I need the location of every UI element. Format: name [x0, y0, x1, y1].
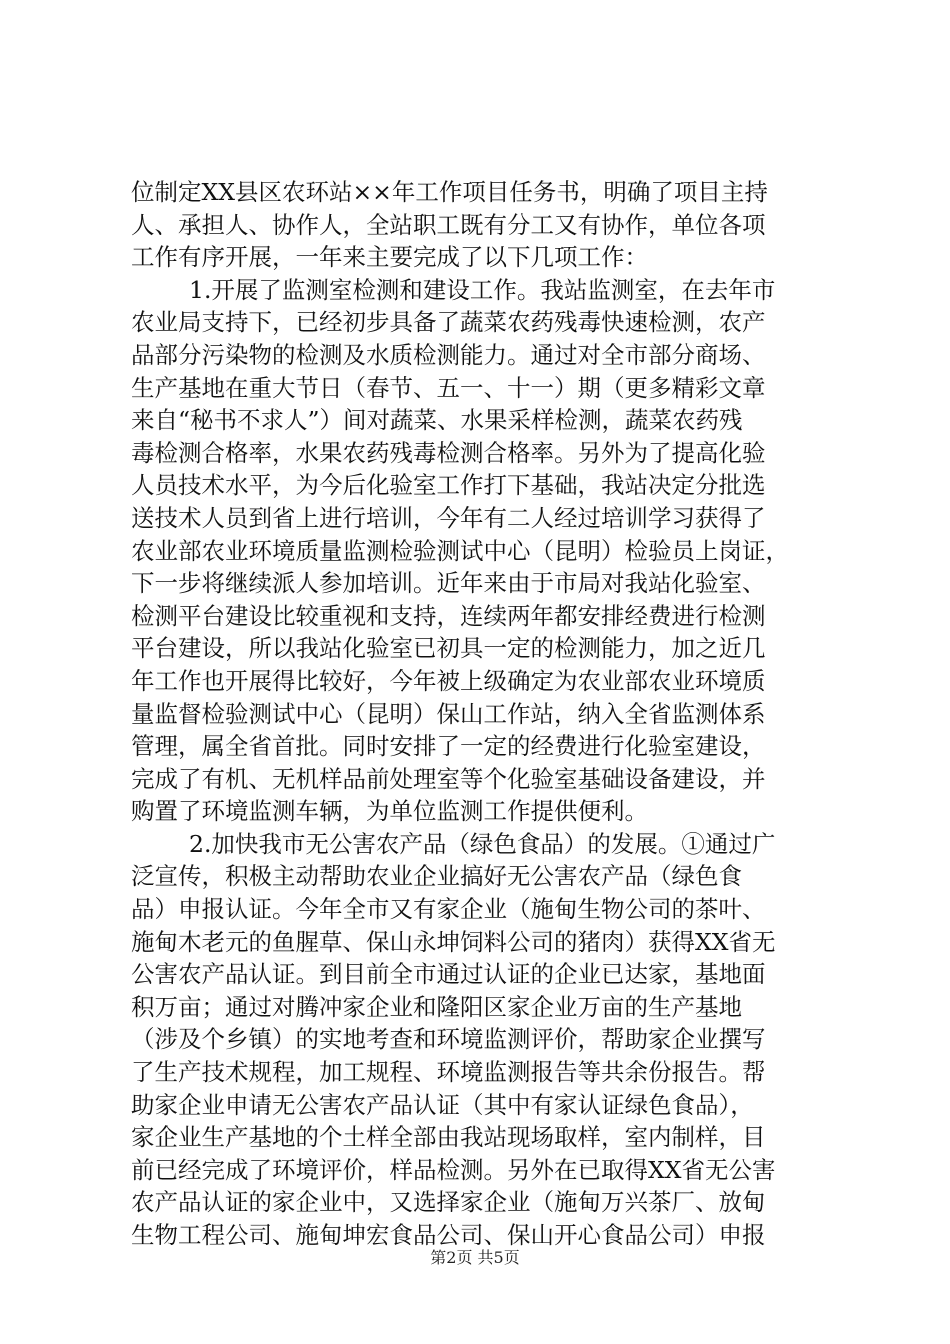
text-line: 施甸木老元的鱼腥草、保山永坤饲料公司的猪肉）获得XX省无 [131, 927, 776, 956]
text-line: 人、承担人、协作人，全站职工既有分工又有协作，单位各项 [131, 210, 766, 239]
text-line: 农业部农业环境质量监测检验测试中心（昆明）检验员上岗证， [131, 536, 789, 565]
text-line: 公害农产品认证。到目前全市通过认证的企业已达家，基地面 [131, 960, 766, 989]
text-line: 生物工程公司、施甸坤宏食品公司、保山开心食品公司）申报 [131, 1221, 766, 1249]
text-line: 来自“秘书不求人”）间对蔬菜、水果采样检测，蔬菜农药残 [131, 406, 743, 435]
text-line: 了生产技术规程，加工规程、环境监测报告等共余份报告。帮 [131, 1058, 766, 1087]
page-number-footer: 第2页 共5页 [430, 1248, 520, 1267]
text-line: （涉及个乡镇）的实地考查和环境监测评价，帮助家企业撰写 [131, 1025, 766, 1054]
text-line: 前已经完成了环境评价，样品检测。另外在已取得XX省无公害 [131, 1155, 776, 1184]
text-line: 购置了环境监测车辆，为单位监测工作提供便利。 [131, 797, 648, 826]
text-line: 农业局支持下，已经初步具备了蔬菜农药残毒快速检测，农产 [131, 308, 766, 337]
text-line: 平台建设，所以我站化验室已初具一定的检测能力，加之近几 [131, 634, 766, 663]
text-line: 泛宣传，积极主动帮助农业企业搞好无公害农产品（绿色食 [131, 862, 742, 891]
text-line: 人员技术水平，为今后化验室工作打下基础，我站决定分批选 [131, 471, 766, 500]
text-line: 家企业生产基地的个土样全部由我站现场取样，室内制样，目 [131, 1123, 766, 1152]
text-line: 积万亩；通过对腾冲家企业和隆阳区家企业万亩的生产基地 [131, 992, 742, 1021]
text-line: 品）申报认证。今年全市又有家企业（施甸生物公司的茶叶、 [131, 895, 766, 924]
text-line: 送技术人员到省上进行培训，今年有二人经过培训学习获得了 [131, 503, 766, 532]
paragraph-2-first-line: 2.加快我市无公害农产品（绿色食品）的发展。①通过广 [189, 829, 776, 858]
text-line: 品部分污染物的检测及水质检测能力。通过对全市部分商场、 [131, 340, 766, 369]
text-line: 助家企业申请无公害农产品认证（其中有家认证绿色食品）， [131, 1090, 754, 1119]
text-line: 年工作也开展得比较好，今年被上级确定为农业部农业环境质 [131, 666, 766, 695]
text-line: 工作有序开展，一年来主要完成了以下几项工作： [131, 243, 648, 272]
text-line: 下一步将继续派人参加培训。近年来由于市局对我站化验室、 [131, 569, 766, 598]
paragraph-1-first-line: 1.开展了监测室检测和建设工作。我站监测室，在去年市 [189, 275, 776, 304]
text-line: 农产品认证的家企业中，又选择家企业（施甸万兴茶厂、放甸 [131, 1188, 766, 1217]
text-line: 完成了有机、无机样品前处理室等个化验室基础设备建设，并 [131, 764, 766, 793]
text-line: 生产基地在重大节日（春节、五一、十一）期（更多精彩文章 [131, 373, 766, 402]
text-line: 位制定XX县区农环站××年工作项目任务书，明确了项目主持 [131, 178, 768, 206]
text-line: 毒检测合格率，水果农药残毒检测合格率。另外为了提高化验 [131, 438, 766, 467]
text-line: 检测平台建设比较重视和支持，连续两年都安排经费进行检测 [131, 601, 766, 630]
text-line: 管理，属全省首批。同时安排了一定的经费进行化验室建设， [131, 732, 766, 761]
body-text [131, 176, 831, 1252]
text-line: 量监督检验测试中心（昆明）保山工作站，纳入全省监测体系 [131, 699, 766, 728]
